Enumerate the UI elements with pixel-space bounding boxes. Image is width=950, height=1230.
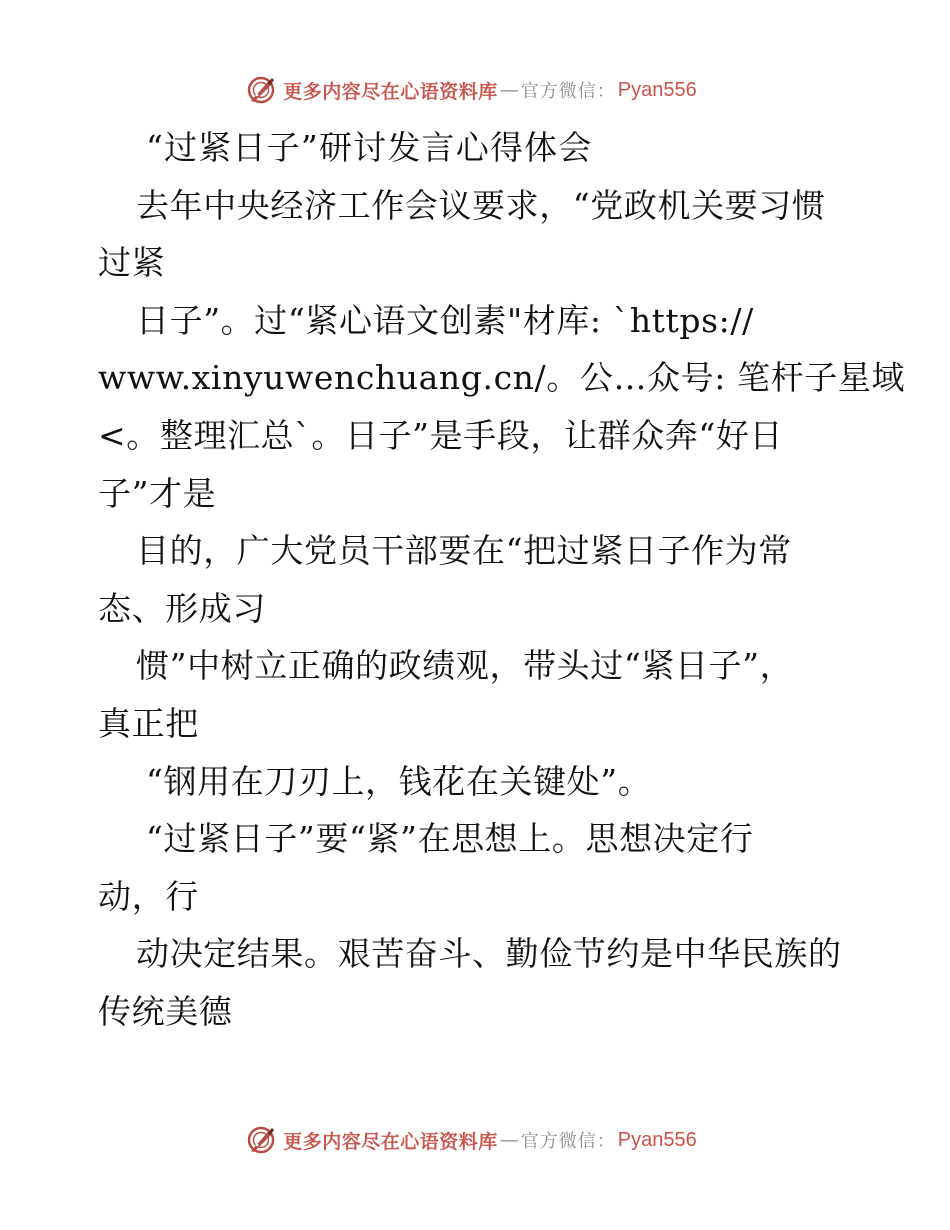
text-line: www.xinyuwenchuang.cn/。公…众号: 笔杆子星域	[98, 358, 906, 398]
banner-dash: —	[499, 1129, 519, 1151]
banner-wechat-id: Pyan556	[617, 78, 697, 101]
text-line: 目的，广大党员干部要在“把过紧日子作为常	[136, 531, 792, 571]
banner-title: 更多内容尽在心语资料库	[283, 1130, 498, 1153]
text-line: 真正把	[98, 703, 199, 743]
text-line: 过紧	[98, 243, 166, 283]
text-line: 惯”中树立正确的政绩观，带头过“紧日子”，	[136, 646, 794, 686]
text-line: 传统美德	[98, 991, 233, 1031]
text-line: 态、形成习	[98, 588, 266, 628]
banner-dash: —	[499, 79, 519, 101]
text-line: <。整理汇总`。日子”是手段，让群众奔“好日	[98, 415, 784, 455]
banner-wechat-id: Pyan556	[617, 1128, 697, 1151]
text-line: 子”才是	[98, 473, 217, 513]
document-body	[98, 119, 906, 1041]
text-line: 动，行	[98, 876, 199, 916]
text-line: “钢用在刀刃上，钱花在关键处”。	[146, 761, 652, 801]
text-line: “过紧日子”要“紧”在思想上。思想决定行	[146, 819, 754, 859]
banner-wechat-label: 官方微信：	[520, 1131, 616, 1152]
header-banner	[0, 70, 950, 110]
document-title: “过紧日子”研讨发言心得体会	[146, 128, 593, 167]
footer-banner	[0, 1120, 950, 1160]
banner-title: 更多内容尽在心语资料库	[283, 80, 498, 103]
banner-wechat-label: 官方微信：	[520, 81, 616, 102]
text-line: 动决定结果。艰苦奋斗、勤俭节约是中华民族的	[136, 934, 842, 974]
pen-logo-icon	[245, 1124, 277, 1156]
text-line: 日子”。过“紧心语文创素"材库: `https://	[136, 300, 754, 340]
pen-logo-icon	[245, 74, 277, 106]
text-line: 去年中央经济工作会议要求，“党政机关要习惯	[136, 185, 826, 225]
